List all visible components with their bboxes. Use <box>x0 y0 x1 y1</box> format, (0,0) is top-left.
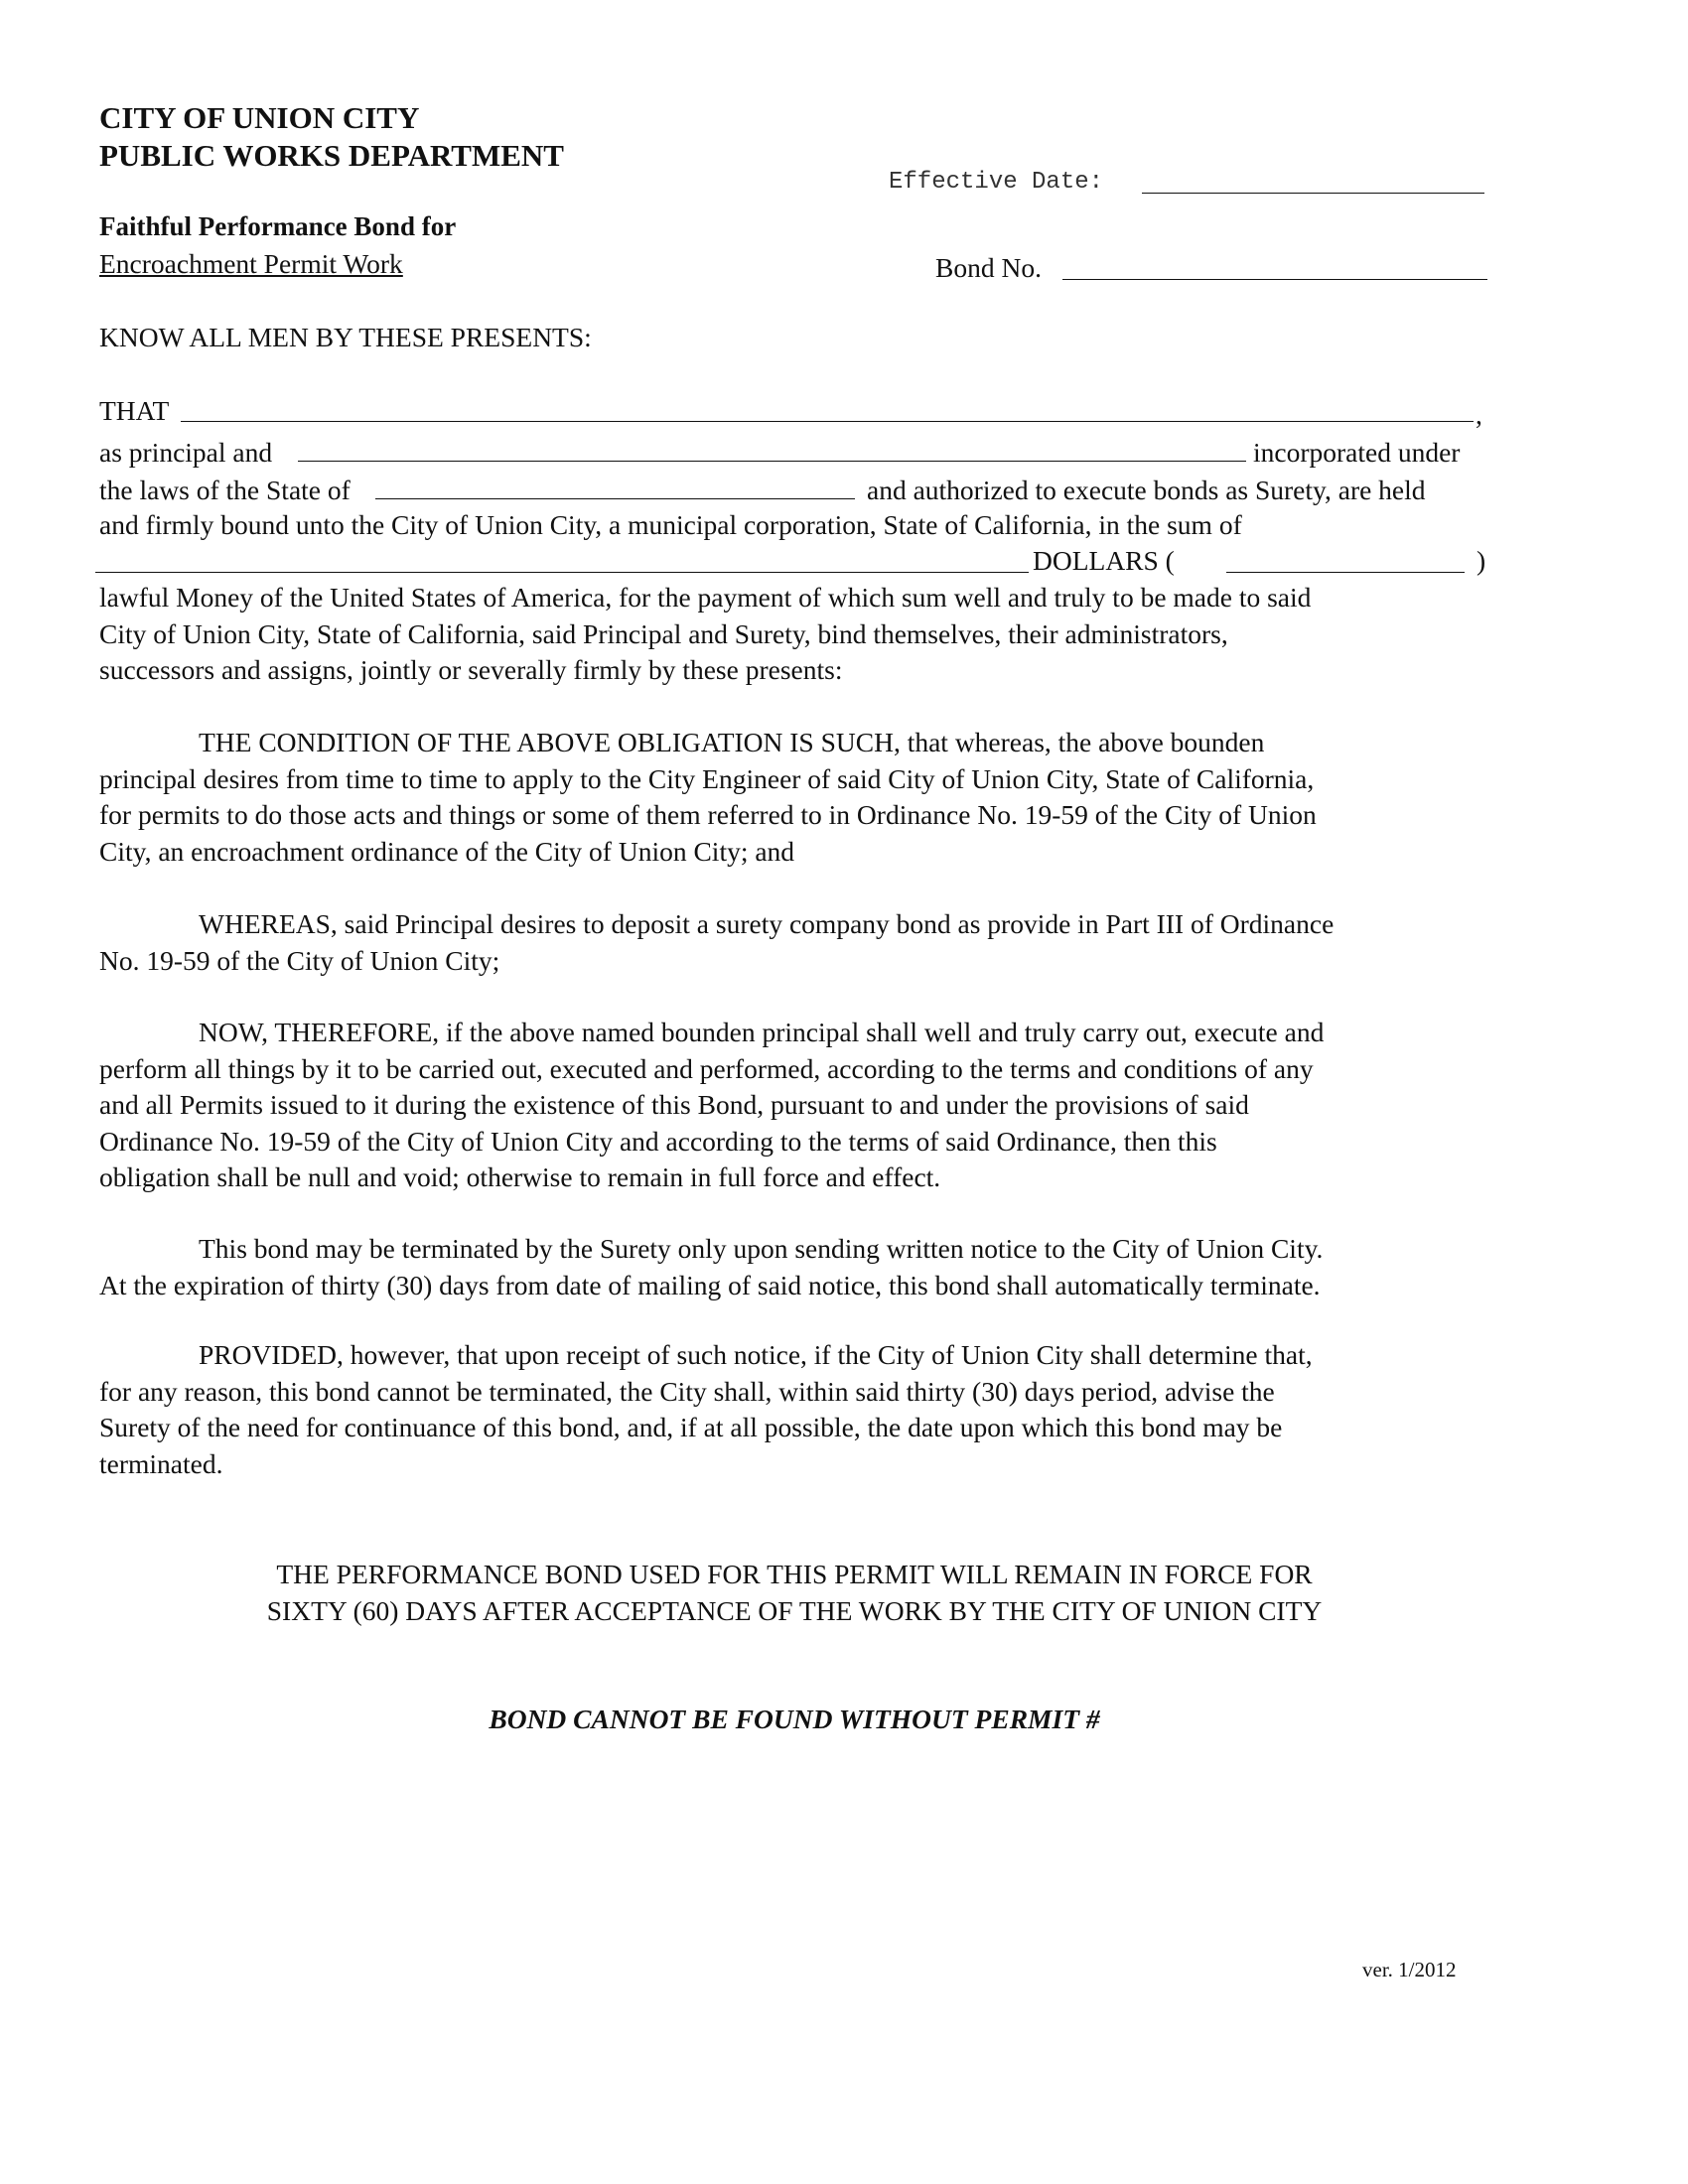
form-title: Faithful Performance Bond for <box>99 211 457 241</box>
form-subtitle: Encroachment Permit Work <box>99 248 403 279</box>
paragraph-line: for permits to do those acts and things or some of them referred to in Ordinance No. 19-59 of the City of Union <box>99 799 1317 830</box>
paragraph-line: THE CONDITION OF THE ABOVE OBLIGATION IS SUCH, that whereas, the above bounden <box>199 727 1265 757</box>
termination-paragraph <box>99 1231 1489 1303</box>
paragraph-line: WHEREAS, said Principal desires to deposit a surety company bond as provide in Part III of Ordinance <box>199 908 1335 939</box>
effective-date-field[interactable] <box>1142 193 1484 194</box>
city-name: CITY OF UNION CITY <box>99 100 420 135</box>
paragraph-line: for any reason, this bond cannot be terminated, the City shall, within said thirty (30) days period, advise the <box>99 1375 1275 1407</box>
principal-name-field[interactable] <box>181 421 1474 422</box>
paragraph-line: City, an encroachment ordinance of the City of Union City; and <box>99 835 795 867</box>
that-label: THAT <box>99 395 170 426</box>
paragraph-line: Ordinance No. 19-59 of the City of Union City and according to the terms of said Ordinance, then this <box>99 1125 1217 1157</box>
effective-date-label: Effective Date: <box>889 169 1104 196</box>
laws-label: the laws of the State of <box>99 475 351 505</box>
paragraph-line: No. 19-59 of the City of Union City; <box>99 944 500 976</box>
paragraph-line: obligation shall be null and void; otherwise to remain in full force and effect. <box>99 1161 941 1192</box>
paragraph-line: At the expiration of thirty (30) days from date of mailing of said notice, this bond shall automatically terminate. <box>99 1269 1321 1300</box>
bond-no-field[interactable] <box>1062 279 1487 280</box>
state-field[interactable] <box>375 498 855 499</box>
provided-paragraph <box>99 1337 1489 1482</box>
paragraph-line: Surety of the need for continuance of this bond, and, if at all possible, the date upon which this bond may be <box>99 1412 1283 1442</box>
money-clause <box>99 580 1489 689</box>
force-notice <box>99 1556 1489 1629</box>
paragraph-line: perform all things by it to be carried out, executed and performed, according to the terms and conditions of any <box>99 1052 1314 1084</box>
surety-name-field[interactable] <box>298 461 1246 462</box>
principal-label: as principal and <box>99 437 273 468</box>
whereas-paragraph <box>99 906 1489 979</box>
amount-numeric-field[interactable] <box>1226 572 1465 573</box>
that-comma: , <box>1476 399 1482 430</box>
amount-words-field[interactable] <box>95 572 1029 573</box>
paragraph-line: principal desires from time to time to apply to the City Engineer of said City of Union City, State of California, <box>99 762 1315 794</box>
paragraph-line: NOW, THEREFORE, if the above named bounden principal shall well and truly carry out, execute and <box>199 1017 1325 1047</box>
paragraph-line: PROVIDED, however, that upon receipt of such notice, if the City of Union City shall determine that, <box>199 1339 1313 1370</box>
dollars-close: ) <box>1477 545 1486 576</box>
paragraph-line: and all Permits issued to it during the existence of this Bond, pursuant to and under the provisions of said <box>99 1089 1249 1120</box>
permit-warning: BOND CANNOT BE FOUND WITHOUT PERMIT # <box>489 1704 1100 1734</box>
incorporated-label: incorporated under <box>1253 437 1461 468</box>
paragraph-line: terminated. <box>99 1447 223 1479</box>
money-line: successors and assigns, jointly or severally firmly by these presents: <box>99 654 843 685</box>
notice-line: SIXTY (60) DAYS AFTER ACCEPTANCE OF THE WORK BY THE CITY OF UNION CITY <box>266 1595 1323 1626</box>
paragraph-line: This bond may be terminated by the Surety only upon sending written notice to the City of Union City. <box>199 1233 1324 1264</box>
intro-text: KNOW ALL MEN BY THESE PRESENTS: <box>99 322 592 352</box>
department-name: PUBLIC WORKS DEPARTMENT <box>99 138 564 173</box>
money-line: City of Union City, State of California, said Principal and Surety, bind themselves, their administrators, <box>99 617 1228 649</box>
authorized-label: and authorized to execute bonds as Surety, are held <box>867 475 1426 505</box>
notice-line: THE PERFORMANCE BOND USED FOR THIS PERMIT WILL REMAIN IN FORCE FOR <box>276 1559 1313 1589</box>
money-line: lawful Money of the United States of America, for the payment of which sum well and truly to be made to said <box>99 582 1312 613</box>
dollars-label: DOLLARS ( <box>1033 545 1175 576</box>
bond-no-label: Bond No. <box>935 252 1042 283</box>
version-label: ver. 1/2012 <box>1362 1958 1457 1981</box>
condition-paragraph <box>99 725 1489 870</box>
therefore-paragraph <box>99 1015 1489 1196</box>
bound-line: and firmly bound unto the City of Union City, a municipal corporation, State of California, in the sum of <box>99 509 1242 540</box>
